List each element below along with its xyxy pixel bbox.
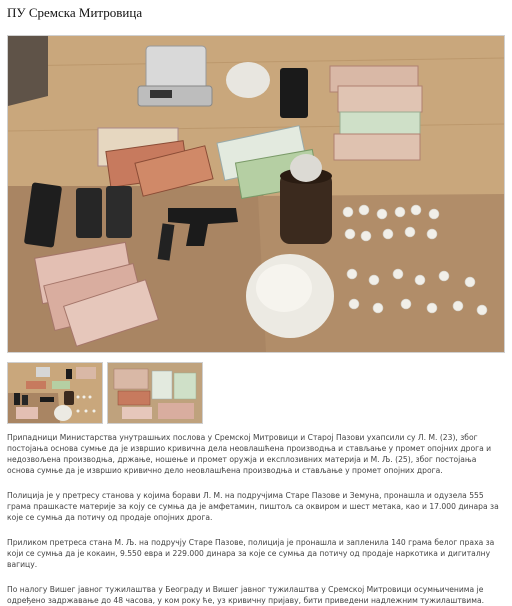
article-paragraph-3: Приликом претреса стана М. Љ. на подручју Старе Пазове, полиција је пронашла и запленила 140 грама белог праха за који се сумња да је кокаин, 9.550 евра и 229.000 динара за које се сумња да потичу од продаје наркотика и дигиталну вагицу. xyxy=(7,538,495,569)
seizure-photo-illustration xyxy=(8,36,504,352)
article-body xyxy=(7,432,505,606)
article-paragraph-1: Припадници Министарства унутрашњих послова у Сремској Митровици и Старој Пазови ухапсили су Л. М. (23), због постојања основа сумње да је извршио кривична дела неовлашћена производња и стављање у промет опојних дрога и недозвољена производња, држање, ношење и промет оружја и експлозивних материја и М. Љ. (25), због постојања основа сумње да је извршио кривично дело неовлашћена производња и стављање у промет опојних дрога. xyxy=(7,433,492,475)
thumbnail-2[interactable] xyxy=(107,362,203,424)
article-paragraph-4: По налогу Вишег јавног тужилаштва у Београду и Вишег јавног тужилаштва у Сремској Митровици осумњиченима је одређено задржавање до 48 часова, у ком року ће, уз кривичну пријаву, бити приведени надлежним тужилаштвима. xyxy=(7,585,485,605)
page-title: ПУ Сремска Митровица xyxy=(7,5,143,20)
thumbnail-image-2 xyxy=(108,363,202,423)
thumbnail-image-1 xyxy=(8,363,102,423)
thumbnail-1[interactable] xyxy=(7,362,103,424)
main-photo[interactable] xyxy=(7,35,505,353)
article-paragraph-2: Полиција је у претресу станова у којима борави Л. М. на подручјима Старе Пазове и Земуна, пронашла и одузела 555 грама прашкасте материје за коју се сумња да је амфетамин, пиштољ са оквиром и шест метака, као и 17.000 динара за које се сумња да потичу од продаје опојних дрога. xyxy=(7,491,499,522)
